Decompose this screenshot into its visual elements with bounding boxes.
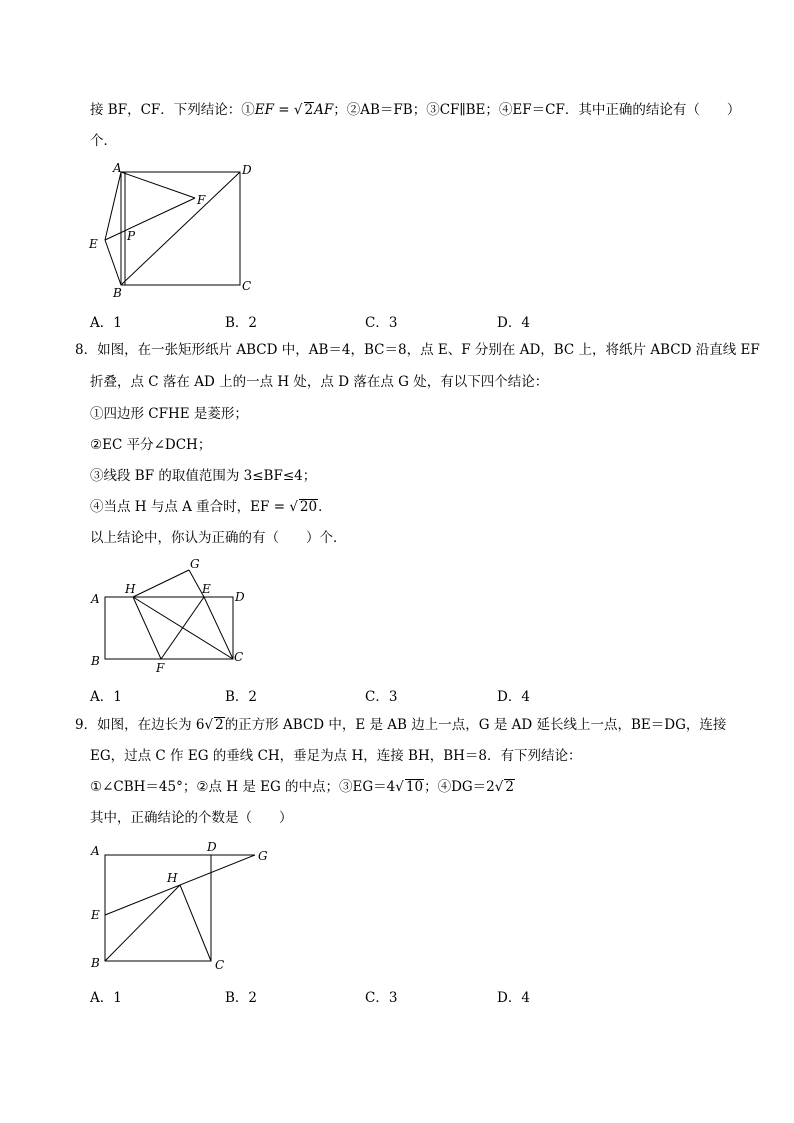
q9-label-b: B	[91, 956, 100, 970]
q7-label-p: P	[127, 229, 136, 243]
q8-label-b: B	[91, 654, 100, 668]
q9-dg-radicand: 2	[505, 779, 514, 795]
q7-c1-radicand: 2	[304, 102, 314, 118]
q8-statement-1: ①四边形 CFHE 是菱形；	[90, 406, 248, 422]
q7-segment-ae	[105, 172, 121, 240]
sqrt-sign: √	[289, 499, 298, 515]
q9-eg-radicand: 10	[405, 779, 424, 795]
q7-label-a: A	[113, 161, 122, 175]
sqrt-sign: √	[204, 717, 214, 733]
q9-label-d: D	[207, 840, 217, 854]
q9-side-radicand: 2	[215, 717, 224, 733]
q9-choice-d[interactable]: D．4	[497, 990, 530, 1006]
q7-segment-af	[121, 172, 195, 198]
q7-stem-rest: ；②AB＝FB；③CF∥BE；④EF＝CF．其中正确的结论有（ ）	[333, 102, 741, 118]
q8-statement-3: ③线段 BF 的取值范围为 3≤BF≤4；	[90, 468, 317, 484]
q7-choice-d[interactable]: D．4	[497, 315, 530, 331]
q8-choice-a[interactable]: A．1	[90, 689, 122, 705]
q7-stem-line-1	[90, 101, 740, 119]
q8-label-g: G	[190, 557, 200, 571]
q9-statements-b: ；④DG＝2	[424, 779, 495, 795]
q8-figure	[85, 555, 260, 677]
q8-s4-text: ④当点 H 与点 A 重合时，EF =	[90, 499, 290, 515]
q8-stem-line-2: 折叠，点 C 落在 AD 上的一点 H 处，点 D 落在点 G 处，有以下四个结论：	[90, 374, 549, 390]
q8-choice-c[interactable]: C．3	[365, 689, 398, 705]
q8-choice-b[interactable]: B．2	[225, 689, 258, 705]
q9-stem-a: 9．如图，在边长为 6	[75, 717, 205, 733]
q7-label-b: B	[113, 286, 122, 300]
sqrt-sign: √	[395, 779, 404, 795]
q8-s4-end: ．	[318, 499, 332, 515]
q9-segment-bh	[105, 885, 180, 961]
q7-segment-eb	[105, 240, 121, 285]
q8-segment-hg	[133, 570, 189, 597]
q9-choice-c[interactable]: C．3	[365, 990, 398, 1006]
q7-c1-lhs: EF	[254, 102, 275, 118]
q9-stem-b: 的正方形 ABCD 中，E 是 AB 边上一点，G 是 AD 延长线上一点，BE＝DG，连接	[224, 717, 727, 733]
q7-label-c: C	[242, 279, 252, 293]
sqrt-sign: √	[293, 102, 303, 118]
q8-statement-4	[90, 498, 332, 516]
q7-segment-db	[121, 172, 240, 285]
q9-label-c: C	[215, 958, 225, 972]
q9-choice-a[interactable]: A．1	[90, 990, 122, 1006]
q8-label-h: H	[125, 582, 136, 596]
q9-stem-line-1	[75, 716, 726, 734]
q9-label-h: H	[167, 871, 178, 885]
q9-stem-line-2: EG，过点 C 作 EG 的垂线 CH，垂足为点 H，连接 BH，BH＝8．有下列结论：	[90, 748, 582, 764]
q8-s4-radicand: 20	[299, 499, 318, 515]
q9-label-a: A	[91, 844, 100, 858]
q8-label-e: E	[202, 582, 211, 596]
q7-choices	[90, 311, 690, 329]
q7-stem-intro: 接 BF，CF．下列结论：①	[90, 102, 255, 118]
q7-figure	[85, 157, 260, 302]
q9-segment-hc	[180, 885, 211, 961]
q7-choice-c[interactable]: C．3	[365, 315, 398, 331]
q8-label-f: F	[156, 661, 165, 675]
q8-segment-ef	[161, 597, 204, 659]
q7-stem-line-2: 个．	[90, 133, 117, 149]
q9-choice-b[interactable]: B．2	[225, 990, 258, 1006]
q8-label-a: A	[91, 592, 100, 606]
q8-rectangle-abcd	[105, 597, 233, 659]
q9-label-e: E	[91, 908, 100, 922]
q7-c1-rhs: AF	[314, 102, 334, 118]
q8-choices	[90, 685, 690, 703]
q7-label-d: D	[242, 163, 252, 177]
q9-question: 其中，正确结论的个数是（ ）	[90, 810, 293, 826]
q8-segment-hf	[133, 597, 161, 659]
q9-statements	[90, 778, 515, 796]
q7-choice-b[interactable]: B．2	[225, 315, 258, 331]
q8-question: 以上结论中，你认为正确的有（ ）个．	[90, 530, 347, 546]
q9-figure	[85, 838, 275, 978]
q7-label-e: E	[89, 237, 98, 251]
q8-label-d: D	[235, 590, 245, 604]
q9-choices	[90, 986, 690, 1004]
sqrt-sign: √	[494, 779, 504, 795]
q7-segment-ef	[105, 198, 195, 240]
q8-statement-2: ②EC 平分∠DCH；	[90, 437, 212, 453]
q7-label-f: F	[197, 193, 206, 207]
q8-label-c: C	[234, 650, 244, 664]
q9-statements-a: ①∠CBH＝45°；②点 H 是 EG 的中点；③EG＝4	[90, 779, 396, 795]
q8-choice-d[interactable]: D．4	[497, 689, 530, 705]
q8-stem-line-1: 8．如图，在一张矩形纸片 ABCD 中，AB＝4，BC＝8，点 E、F 分别在 AD，BC 上，将纸片 ABCD 沿直线 EF	[75, 342, 760, 358]
q7-c1-eq: =	[274, 102, 294, 118]
q9-label-g: G	[258, 849, 268, 863]
q7-choice-a[interactable]: A．1	[90, 315, 122, 331]
